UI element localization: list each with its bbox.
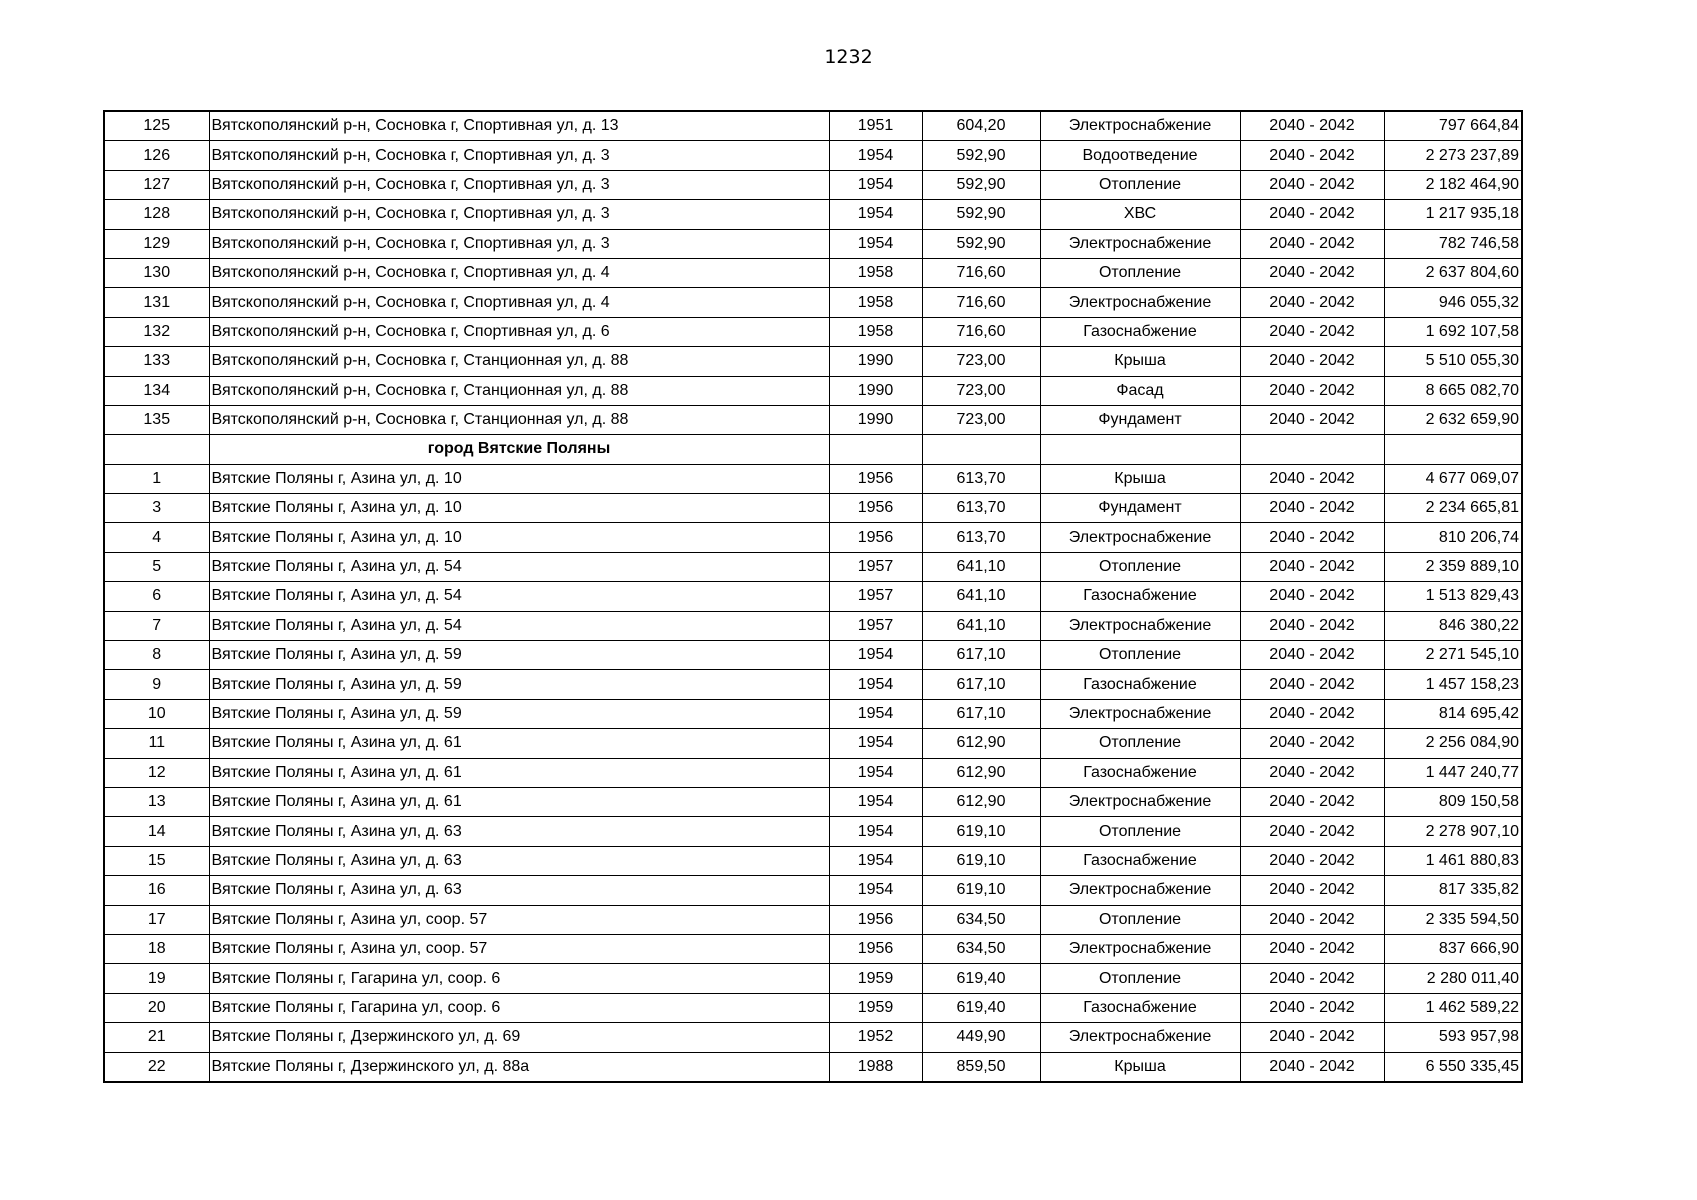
work-type-cell: Электроснабжение xyxy=(1040,787,1240,816)
period-cell: 2040 - 2042 xyxy=(1240,552,1384,581)
area-cell: 612,90 xyxy=(922,758,1040,787)
table-row xyxy=(104,876,1522,905)
work-type-cell: Газоснабжение xyxy=(1040,582,1240,611)
period-cell: 2040 - 2042 xyxy=(1240,141,1384,170)
period-cell: 2040 - 2042 xyxy=(1240,699,1384,728)
work-type-cell: Отопление xyxy=(1040,905,1240,934)
row-number: 7 xyxy=(104,611,209,640)
build-year-cell: 1951 xyxy=(829,111,922,141)
period-cell: 2040 - 2042 xyxy=(1240,582,1384,611)
work-type-cell: Отопление xyxy=(1040,964,1240,993)
address-cell: Вятскополянский р-н, Сосновка г, Спортивная ул, д. 4 xyxy=(209,288,829,317)
period-cell: 2040 - 2042 xyxy=(1240,229,1384,258)
cost-cell: 809 150,58 xyxy=(1384,787,1522,816)
table-row xyxy=(104,699,1522,728)
table-row xyxy=(104,494,1522,523)
cost-cell: 2 234 665,81 xyxy=(1384,494,1522,523)
row-number: 135 xyxy=(104,405,209,434)
table-row xyxy=(104,1023,1522,1052)
build-year-cell: 1958 xyxy=(829,288,922,317)
row-number: 6 xyxy=(104,582,209,611)
work-type-cell: Электроснабжение xyxy=(1040,229,1240,258)
work-type-cell: Электроснабжение xyxy=(1040,611,1240,640)
address-cell: Вятские Поляны г, Азина ул, д. 54 xyxy=(209,611,829,640)
row-number: 18 xyxy=(104,934,209,963)
table-row xyxy=(104,670,1522,699)
period-cell: 2040 - 2042 xyxy=(1240,258,1384,287)
area-cell: 634,50 xyxy=(922,934,1040,963)
address-cell: Вятские Поляны г, Азина ул, д. 63 xyxy=(209,876,829,905)
build-year-cell: 1954 xyxy=(829,758,922,787)
table-row xyxy=(104,141,1522,170)
period-cell: 2040 - 2042 xyxy=(1240,1023,1384,1052)
table-row xyxy=(104,846,1522,875)
table-row xyxy=(104,376,1522,405)
build-year-cell: 1954 xyxy=(829,641,922,670)
work-type-cell: Отопление xyxy=(1040,170,1240,199)
build-year-cell: 1954 xyxy=(829,817,922,846)
period-cell: 2040 - 2042 xyxy=(1240,905,1384,934)
table-row xyxy=(104,582,1522,611)
table-row xyxy=(104,464,1522,493)
work-type-cell: ХВС xyxy=(1040,200,1240,229)
row-number: 16 xyxy=(104,876,209,905)
address-cell: Вятскополянский р-н, Сосновка г, Спортивная ул, д. 3 xyxy=(209,141,829,170)
area-cell: 859,50 xyxy=(922,1052,1040,1082)
work-type-cell: Отопление xyxy=(1040,817,1240,846)
work-type-cell: Газоснабжение xyxy=(1040,846,1240,875)
cost-cell: 2 271 545,10 xyxy=(1384,641,1522,670)
work-type-cell: Электроснабжение xyxy=(1040,934,1240,963)
area-cell: 592,90 xyxy=(922,229,1040,258)
area-cell: 612,90 xyxy=(922,729,1040,758)
table-row xyxy=(104,111,1522,141)
period-cell: 2040 - 2042 xyxy=(1240,817,1384,846)
table-row xyxy=(104,787,1522,816)
address-cell: Вятские Поляны г, Азина ул, д. 61 xyxy=(209,729,829,758)
area-cell: 617,10 xyxy=(922,641,1040,670)
work-type-cell: Отопление xyxy=(1040,258,1240,287)
work-type-cell: Электроснабжение xyxy=(1040,876,1240,905)
row-number: 17 xyxy=(104,905,209,934)
period-cell: 2040 - 2042 xyxy=(1240,464,1384,493)
work-type-cell: Крыша xyxy=(1040,1052,1240,1082)
cost-cell: 782 746,58 xyxy=(1384,229,1522,258)
cost-cell: 2 256 084,90 xyxy=(1384,729,1522,758)
build-year-cell: 1990 xyxy=(829,347,922,376)
address-cell: Вятские Поляны г, Дзержинского ул, д. 69 xyxy=(209,1023,829,1052)
area-cell: 641,10 xyxy=(922,552,1040,581)
table-row xyxy=(104,258,1522,287)
area-cell: 716,60 xyxy=(922,288,1040,317)
area-cell: 613,70 xyxy=(922,494,1040,523)
address-cell: Вятские Поляны г, Азина ул, д. 59 xyxy=(209,641,829,670)
row-number: 1 xyxy=(104,464,209,493)
period-cell: 2040 - 2042 xyxy=(1240,729,1384,758)
table-row xyxy=(104,523,1522,552)
build-year-cell: 1954 xyxy=(829,170,922,199)
period-cell: 2040 - 2042 xyxy=(1240,405,1384,434)
area-cell: 619,10 xyxy=(922,846,1040,875)
area-cell: 619,10 xyxy=(922,817,1040,846)
address-cell: Вятские Поляны г, Азина ул, соор. 57 xyxy=(209,934,829,963)
build-year-cell: 1954 xyxy=(829,141,922,170)
cost-cell: 2 278 907,10 xyxy=(1384,817,1522,846)
area-cell: 592,90 xyxy=(922,170,1040,199)
area-cell: 641,10 xyxy=(922,582,1040,611)
table-row xyxy=(104,993,1522,1022)
row-number: 3 xyxy=(104,494,209,523)
period-cell: 2040 - 2042 xyxy=(1240,611,1384,640)
address-cell: Вятскополянский р-н, Сосновка г, Спортивная ул, д. 6 xyxy=(209,317,829,346)
cost-cell: 1 447 240,77 xyxy=(1384,758,1522,787)
row-number xyxy=(104,435,209,464)
area-cell: 449,90 xyxy=(922,1023,1040,1052)
page-number: 1232 xyxy=(824,46,873,68)
build-year-cell: 1956 xyxy=(829,464,922,493)
address-cell: Вятскополянский р-н, Сосновка г, Спортивная ул, д. 4 xyxy=(209,258,829,287)
address-cell: Вятскополянский р-н, Сосновка г, Станционная ул, д. 88 xyxy=(209,405,829,434)
area-cell: 723,00 xyxy=(922,376,1040,405)
row-number: 132 xyxy=(104,317,209,346)
address-cell: Вятские Поляны г, Азина ул, д. 61 xyxy=(209,787,829,816)
period-cell: 2040 - 2042 xyxy=(1240,317,1384,346)
table-body xyxy=(104,111,1522,1082)
table-row xyxy=(104,964,1522,993)
address-cell: Вятские Поляны г, Азина ул, соор. 57 xyxy=(209,905,829,934)
build-year-cell: 1954 xyxy=(829,876,922,905)
cost-cell: 814 695,42 xyxy=(1384,699,1522,728)
cost-cell xyxy=(1384,435,1522,464)
address-cell: Вятские Поляны г, Азина ул, д. 10 xyxy=(209,523,829,552)
period-cell: 2040 - 2042 xyxy=(1240,670,1384,699)
cost-cell: 8 665 082,70 xyxy=(1384,376,1522,405)
cost-cell: 1 692 107,58 xyxy=(1384,317,1522,346)
row-number: 125 xyxy=(104,111,209,141)
work-type-cell: Газоснабжение xyxy=(1040,670,1240,699)
period-cell: 2040 - 2042 xyxy=(1240,787,1384,816)
area-cell: 716,60 xyxy=(922,317,1040,346)
period-cell: 2040 - 2042 xyxy=(1240,993,1384,1022)
area-cell: 619,40 xyxy=(922,964,1040,993)
address-cell: Вятскополянский р-н, Сосновка г, Спортивная ул, д. 3 xyxy=(209,229,829,258)
work-type-cell: Электроснабжение xyxy=(1040,523,1240,552)
cost-cell: 1 513 829,43 xyxy=(1384,582,1522,611)
cost-cell: 797 664,84 xyxy=(1384,111,1522,141)
build-year-cell: 1959 xyxy=(829,993,922,1022)
row-number: 131 xyxy=(104,288,209,317)
address-cell: Вятскополянский р-н, Сосновка г, Спортивная ул, д. 3 xyxy=(209,170,829,199)
build-year-cell: 1952 xyxy=(829,1023,922,1052)
cost-cell: 817 335,82 xyxy=(1384,876,1522,905)
period-cell: 2040 - 2042 xyxy=(1240,964,1384,993)
area-cell: 634,50 xyxy=(922,905,1040,934)
address-cell: Вятские Поляны г, Азина ул, д. 61 xyxy=(209,758,829,787)
cost-cell: 5 510 055,30 xyxy=(1384,347,1522,376)
period-cell: 2040 - 2042 xyxy=(1240,347,1384,376)
period-cell: 2040 - 2042 xyxy=(1240,876,1384,905)
address-cell: Вятские Поляны г, Азина ул, д. 63 xyxy=(209,846,829,875)
table-row xyxy=(104,347,1522,376)
section-header-row xyxy=(104,435,1522,464)
build-year-cell: 1954 xyxy=(829,229,922,258)
work-type-cell: Отопление xyxy=(1040,552,1240,581)
row-number: 129 xyxy=(104,229,209,258)
row-number: 126 xyxy=(104,141,209,170)
cost-cell: 2 335 594,50 xyxy=(1384,905,1522,934)
address-cell: Вятские Поляны г, Азина ул, д. 10 xyxy=(209,494,829,523)
cost-cell: 1 461 880,83 xyxy=(1384,846,1522,875)
work-type-cell: Фундамент xyxy=(1040,494,1240,523)
cost-cell: 2 359 889,10 xyxy=(1384,552,1522,581)
row-number: 127 xyxy=(104,170,209,199)
row-number: 10 xyxy=(104,699,209,728)
cost-cell: 837 666,90 xyxy=(1384,934,1522,963)
area-cell: 617,10 xyxy=(922,670,1040,699)
build-year-cell: 1959 xyxy=(829,964,922,993)
address-cell: Вятские Поляны г, Азина ул, д. 59 xyxy=(209,670,829,699)
work-type-cell: Фасад xyxy=(1040,376,1240,405)
area-cell: 723,00 xyxy=(922,405,1040,434)
address-cell: Вятские Поляны г, Азина ул, д. 10 xyxy=(209,464,829,493)
table-row xyxy=(104,170,1522,199)
build-year-cell: 1957 xyxy=(829,611,922,640)
period-cell: 2040 - 2042 xyxy=(1240,641,1384,670)
table-row xyxy=(104,288,1522,317)
row-number: 11 xyxy=(104,729,209,758)
row-number: 9 xyxy=(104,670,209,699)
period-cell: 2040 - 2042 xyxy=(1240,111,1384,141)
work-type-cell: Электроснабжение xyxy=(1040,288,1240,317)
table-row xyxy=(104,1052,1522,1082)
area-cell: 641,10 xyxy=(922,611,1040,640)
area-cell: 619,10 xyxy=(922,876,1040,905)
period-cell: 2040 - 2042 xyxy=(1240,1052,1384,1082)
work-type-cell: Водоотведение xyxy=(1040,141,1240,170)
build-year-cell: 1954 xyxy=(829,846,922,875)
address-cell: Вятские Поляны г, Гагарина ул, соор. 6 xyxy=(209,993,829,1022)
area-cell: 613,70 xyxy=(922,464,1040,493)
cost-cell: 4 677 069,07 xyxy=(1384,464,1522,493)
table-row xyxy=(104,729,1522,758)
repair-schedule-table xyxy=(103,110,1523,1083)
build-year-cell: 1956 xyxy=(829,905,922,934)
row-number: 12 xyxy=(104,758,209,787)
work-type-cell: Газоснабжение xyxy=(1040,758,1240,787)
build-year-cell: 1956 xyxy=(829,523,922,552)
address-cell: Вятские Поляны г, Гагарина ул, соор. 6 xyxy=(209,964,829,993)
row-number: 4 xyxy=(104,523,209,552)
row-number: 22 xyxy=(104,1052,209,1082)
area-cell: 723,00 xyxy=(922,347,1040,376)
work-type-cell: Электроснабжение xyxy=(1040,111,1240,141)
address-cell: Вятские Поляны г, Азина ул, д. 54 xyxy=(209,552,829,581)
build-year-cell: 1954 xyxy=(829,729,922,758)
period-cell: 2040 - 2042 xyxy=(1240,846,1384,875)
period-cell: 2040 - 2042 xyxy=(1240,200,1384,229)
period-cell: 2040 - 2042 xyxy=(1240,288,1384,317)
period-cell: 2040 - 2042 xyxy=(1240,170,1384,199)
build-year-cell xyxy=(829,435,922,464)
cost-cell: 1 457 158,23 xyxy=(1384,670,1522,699)
area-cell: 619,40 xyxy=(922,993,1040,1022)
period-cell: 2040 - 2042 xyxy=(1240,758,1384,787)
address-cell: Вятскополянский р-н, Сосновка г, Спортивная ул, д. 3 xyxy=(209,200,829,229)
work-type-cell: Крыша xyxy=(1040,464,1240,493)
row-number: 134 xyxy=(104,376,209,405)
build-year-cell: 1990 xyxy=(829,405,922,434)
row-number: 133 xyxy=(104,347,209,376)
table-row xyxy=(104,611,1522,640)
work-type-cell: Электроснабжение xyxy=(1040,1023,1240,1052)
build-year-cell: 1958 xyxy=(829,258,922,287)
build-year-cell: 1954 xyxy=(829,670,922,699)
row-number: 5 xyxy=(104,552,209,581)
cost-cell: 2 182 464,90 xyxy=(1384,170,1522,199)
cost-cell: 846 380,22 xyxy=(1384,611,1522,640)
cost-cell: 2 280 011,40 xyxy=(1384,964,1522,993)
row-number: 19 xyxy=(104,964,209,993)
table-row xyxy=(104,817,1522,846)
area-cell: 617,10 xyxy=(922,699,1040,728)
row-number: 20 xyxy=(104,993,209,1022)
cost-cell: 1 217 935,18 xyxy=(1384,200,1522,229)
address-cell: Вятские Поляны г, Азина ул, д. 54 xyxy=(209,582,829,611)
row-number: 13 xyxy=(104,787,209,816)
build-year-cell: 1954 xyxy=(829,787,922,816)
cost-cell: 2 632 659,90 xyxy=(1384,405,1522,434)
row-number: 15 xyxy=(104,846,209,875)
build-year-cell: 1958 xyxy=(829,317,922,346)
section-title: город Вятские Поляны xyxy=(209,435,829,464)
work-type-cell: Газоснабжение xyxy=(1040,993,1240,1022)
address-cell: Вятские Поляны г, Дзержинского ул, д. 88а xyxy=(209,1052,829,1082)
address-cell: Вятские Поляны г, Азина ул, д. 63 xyxy=(209,817,829,846)
area-cell: 592,90 xyxy=(922,200,1040,229)
cost-cell: 2 637 804,60 xyxy=(1384,258,1522,287)
build-year-cell: 1990 xyxy=(829,376,922,405)
row-number: 21 xyxy=(104,1023,209,1052)
period-cell xyxy=(1240,435,1384,464)
area-cell: 612,90 xyxy=(922,787,1040,816)
build-year-cell: 1957 xyxy=(829,582,922,611)
table-row xyxy=(104,229,1522,258)
build-year-cell: 1956 xyxy=(829,494,922,523)
area-cell: 592,90 xyxy=(922,141,1040,170)
period-cell: 2040 - 2042 xyxy=(1240,523,1384,552)
table-row xyxy=(104,200,1522,229)
table-row xyxy=(104,641,1522,670)
build-year-cell: 1957 xyxy=(829,552,922,581)
work-type-cell: Крыша xyxy=(1040,347,1240,376)
period-cell: 2040 - 2042 xyxy=(1240,494,1384,523)
row-number: 128 xyxy=(104,200,209,229)
build-year-cell: 1954 xyxy=(829,200,922,229)
address-cell: Вятскополянский р-н, Сосновка г, Станционная ул, д. 88 xyxy=(209,376,829,405)
table-row xyxy=(104,934,1522,963)
period-cell: 2040 - 2042 xyxy=(1240,934,1384,963)
table-row xyxy=(104,552,1522,581)
row-number: 8 xyxy=(104,641,209,670)
build-year-cell: 1956 xyxy=(829,934,922,963)
work-type-cell: Отопление xyxy=(1040,729,1240,758)
area-cell: 604,20 xyxy=(922,111,1040,141)
address-cell: Вятскополянский р-н, Сосновка г, Спортивная ул, д. 13 xyxy=(209,111,829,141)
build-year-cell: 1954 xyxy=(829,699,922,728)
row-number: 130 xyxy=(104,258,209,287)
area-cell xyxy=(922,435,1040,464)
cost-cell: 946 055,32 xyxy=(1384,288,1522,317)
address-cell: Вятскополянский р-н, Сосновка г, Станционная ул, д. 88 xyxy=(209,347,829,376)
work-type-cell: Электроснабжение xyxy=(1040,699,1240,728)
table-row xyxy=(104,905,1522,934)
build-year-cell: 1988 xyxy=(829,1052,922,1082)
cost-cell: 1 462 589,22 xyxy=(1384,993,1522,1022)
row-number: 14 xyxy=(104,817,209,846)
table-row xyxy=(104,317,1522,346)
area-cell: 716,60 xyxy=(922,258,1040,287)
cost-cell: 593 957,98 xyxy=(1384,1023,1522,1052)
work-type-cell xyxy=(1040,435,1240,464)
cost-cell: 810 206,74 xyxy=(1384,523,1522,552)
cost-cell: 6 550 335,45 xyxy=(1384,1052,1522,1082)
table-row xyxy=(104,758,1522,787)
table-row xyxy=(104,405,1522,434)
cost-cell: 2 273 237,89 xyxy=(1384,141,1522,170)
address-cell: Вятские Поляны г, Азина ул, д. 59 xyxy=(209,699,829,728)
work-type-cell: Фундамент xyxy=(1040,405,1240,434)
period-cell: 2040 - 2042 xyxy=(1240,376,1384,405)
work-type-cell: Газоснабжение xyxy=(1040,317,1240,346)
work-type-cell: Отопление xyxy=(1040,641,1240,670)
area-cell: 613,70 xyxy=(922,523,1040,552)
